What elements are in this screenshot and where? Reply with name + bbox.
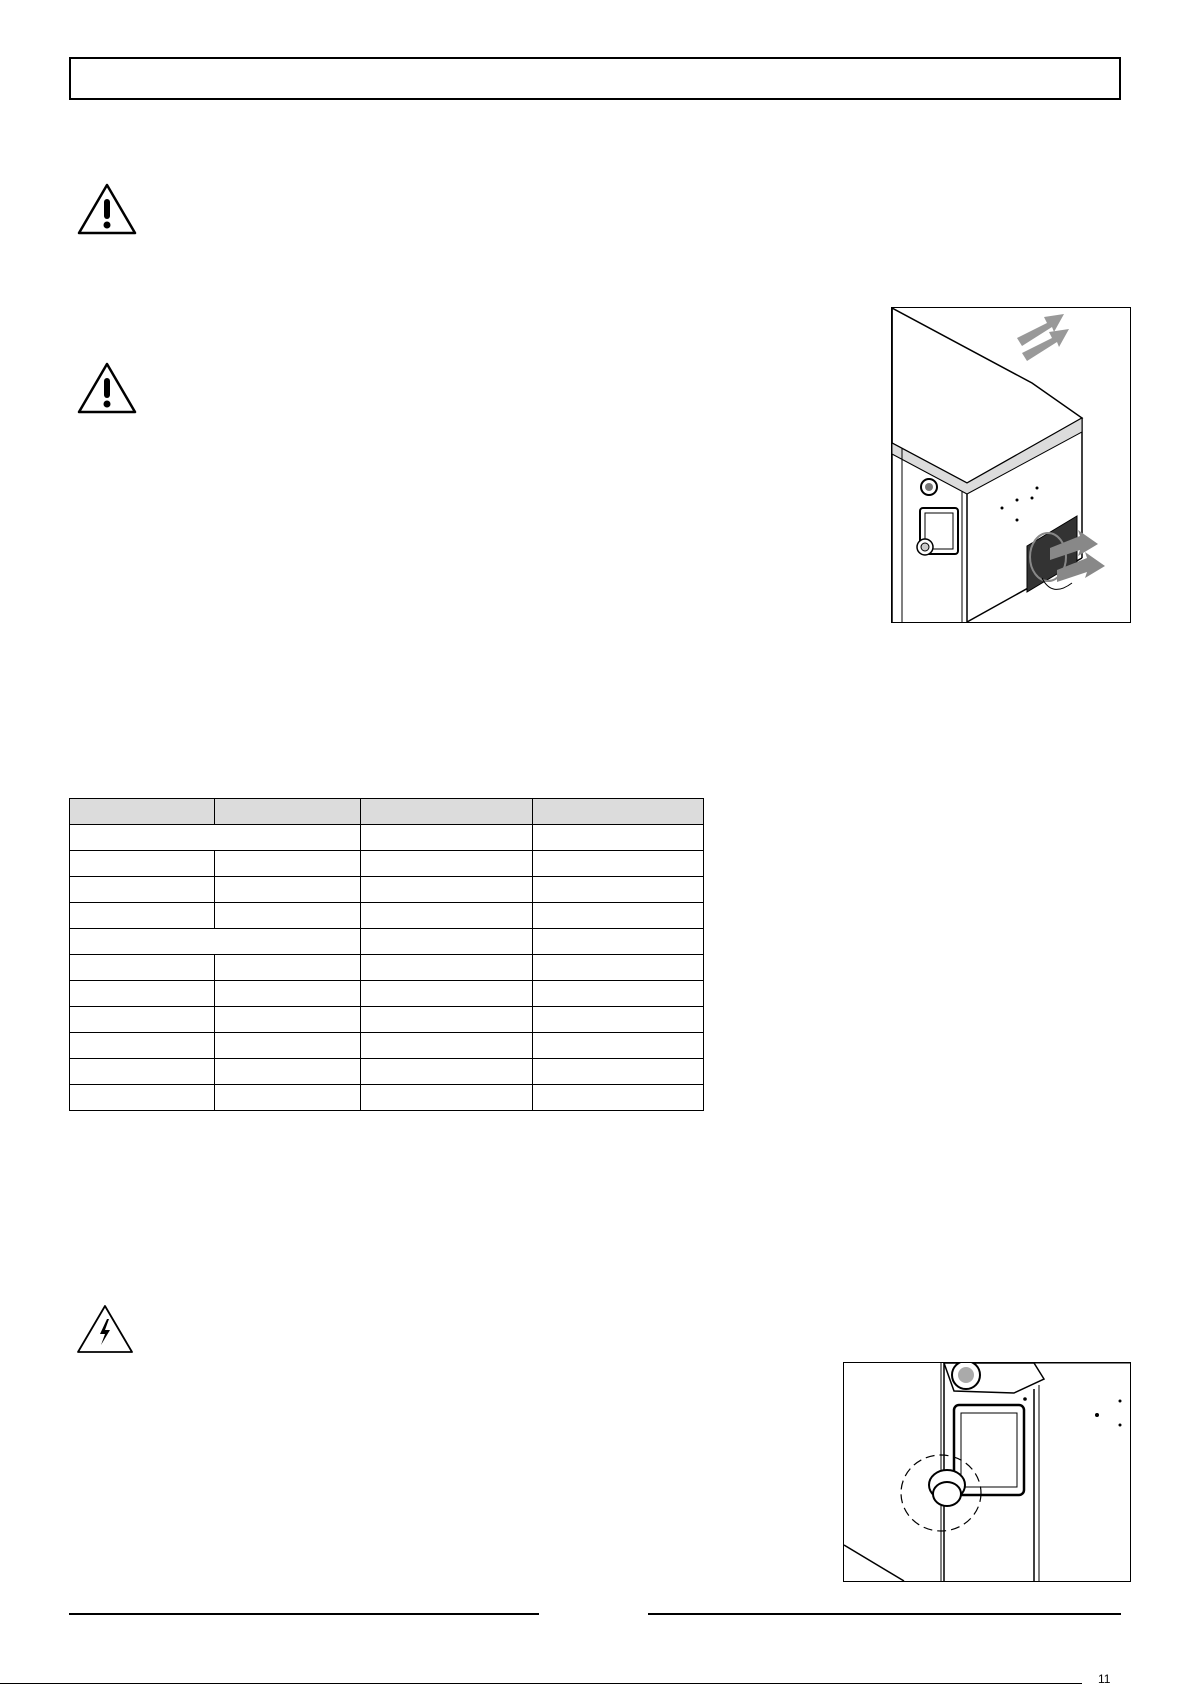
table-cell — [533, 955, 704, 981]
table-row — [70, 1007, 704, 1033]
table-cell — [70, 1033, 215, 1059]
table-cell — [533, 929, 704, 955]
table-cell — [361, 877, 533, 903]
table-header-cell — [533, 799, 704, 825]
table-cell — [215, 851, 361, 877]
table-cell — [361, 1007, 533, 1033]
table-cell — [70, 877, 215, 903]
table-cell — [215, 903, 361, 929]
table-cell — [70, 955, 215, 981]
table-cell — [361, 1059, 533, 1085]
page-number: 11 — [1098, 1674, 1111, 1685]
table-cell — [533, 903, 704, 929]
table-cell — [215, 1033, 361, 1059]
footer-right-rule — [648, 1613, 1121, 1615]
table-row — [70, 825, 704, 851]
table-cell — [533, 1085, 704, 1111]
table-row — [70, 1059, 704, 1085]
table-cell — [215, 877, 361, 903]
table-cell — [361, 929, 533, 955]
table-cell — [533, 1033, 704, 1059]
power-button-figure — [843, 1362, 1131, 1582]
table-cell — [533, 877, 704, 903]
table-cell — [533, 851, 704, 877]
table-header-cell — [70, 799, 215, 825]
footer-left-rule — [69, 1613, 539, 1615]
bottom-edge-rule — [0, 1683, 1082, 1684]
table-cell — [70, 981, 215, 1007]
table-cell — [215, 981, 361, 1007]
table-cell — [70, 851, 215, 877]
power-button-illustration — [844, 1363, 1130, 1581]
table-row — [70, 877, 704, 903]
table-cell — [361, 981, 533, 1007]
table-cell — [533, 1007, 704, 1033]
table-cell — [70, 1007, 215, 1033]
table-header-row — [70, 799, 704, 825]
table-cell — [533, 981, 704, 1007]
table-cell — [215, 955, 361, 981]
table-header-cell — [215, 799, 361, 825]
table-row — [70, 1085, 704, 1111]
table-row — [70, 981, 704, 1007]
specification-table — [69, 798, 704, 1111]
table-cell — [215, 1059, 361, 1085]
table-cell — [70, 825, 361, 851]
table-cell — [361, 955, 533, 981]
airflow-diagram-figure — [891, 307, 1131, 623]
table-cell — [361, 1085, 533, 1111]
table-row — [70, 929, 704, 955]
table-cell — [215, 1007, 361, 1033]
table-row — [70, 955, 704, 981]
table-row — [70, 1033, 704, 1059]
table-header-cell — [361, 799, 533, 825]
table-row — [70, 851, 704, 877]
table-cell — [533, 1059, 704, 1085]
page-header-box — [69, 57, 1121, 100]
table-cell — [533, 825, 704, 851]
table-cell — [70, 1085, 215, 1111]
table-row — [70, 903, 704, 929]
warning-triangle-icon — [76, 361, 138, 415]
table-cell — [70, 1059, 215, 1085]
table-cell — [70, 929, 361, 955]
table-cell — [361, 903, 533, 929]
warning-triangle-icon — [76, 182, 138, 236]
table-cell — [361, 851, 533, 877]
table-cell — [361, 825, 533, 851]
electrical-hazard-icon — [75, 1303, 135, 1355]
table-cell — [215, 1085, 361, 1111]
table-cell — [361, 1033, 533, 1059]
table-cell — [70, 903, 215, 929]
heat-pump-airflow-illustration — [892, 308, 1130, 622]
